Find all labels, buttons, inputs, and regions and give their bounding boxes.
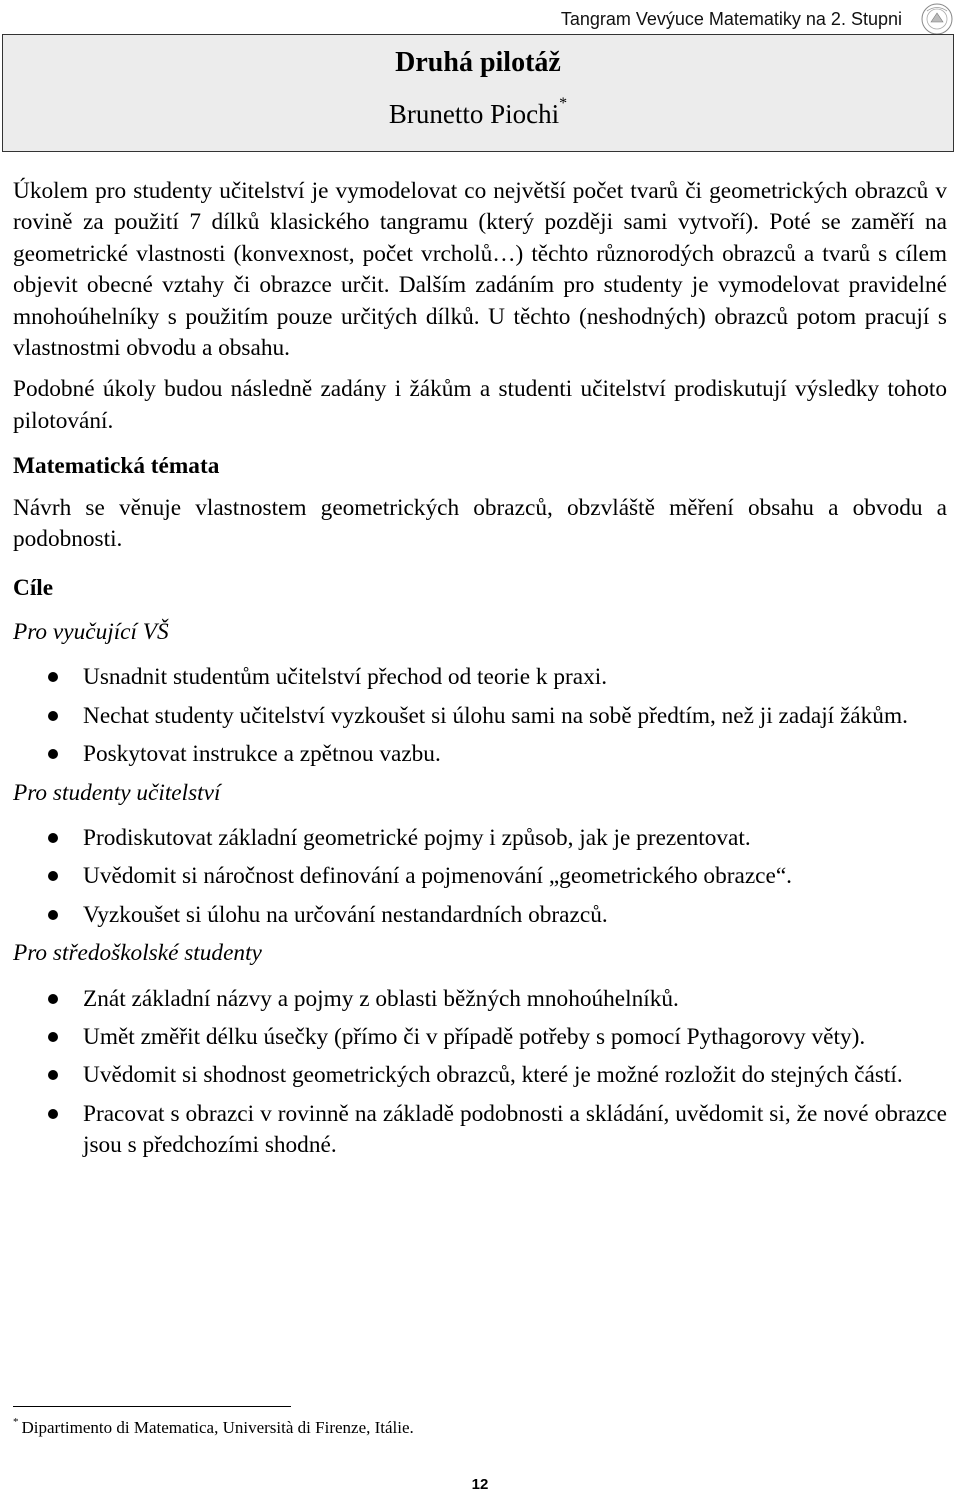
page-number: 12: [471, 1476, 489, 1493]
list-item-text: Vyzkoušet si úlohu na určování nestandardních obrazců.: [83, 901, 608, 928]
article-author: [3, 95, 953, 130]
bullet-icon: [48, 711, 58, 721]
bullet-icon: [48, 871, 58, 881]
bullet-icon: [48, 1070, 58, 1080]
running-header: Tangram Vevýuce Matematiky na 2. Stupni: [560, 9, 902, 29]
author-name: Brunetto Piochi: [388, 99, 560, 129]
list-item-text: Znát základní názvy a pojmy z oblasti běžných mnohoúhelníků.: [83, 985, 679, 1012]
list-item-text: Umět změřit délku úsečky (přímo či v případě potřeby s pomocí Pythagorovy věty).: [83, 1023, 866, 1050]
bullet-icon: [48, 833, 58, 843]
bullet-icon: [48, 672, 58, 682]
list-item: [13, 701, 947, 732]
goals-group-heading-lecturers: Pro vyučující VŠ: [13, 618, 169, 645]
list-item: [13, 739, 947, 770]
list-item: [13, 1099, 947, 1162]
footnote: [13, 1418, 414, 1438]
intro-paragraph: Úkolem pro studenty učitelství je vymodelovat co největší počet tvarů či geometrických obrazců v rovině za použití 7 dílků klasického tangramu (který později sami vytvoří). Poté se zaměří na geometrické vlastnosti (konvexnost, počet vrcholů…) těchto různorodých obrazců a tvarů s cílem objevit obecné vztahy či obrazce určit. Dalším zadáním pro studenty je vymodelovat pravidelné mnohoúhelníky s použitím pouze určitých dílků. U těchto (neshodných) obrazců potom pracují s vlastnostmi obvodu a obsahu.: [13, 178, 947, 362]
list-item-text: Uvědomit si shodnost geometrických obrazců, které je možné rozložit do stejných částí.: [83, 1062, 903, 1089]
list-item-text: Uvědomit si náročnost definování a pojmenování „geometrického obrazce“.: [83, 863, 793, 890]
list-item-text: Pracovat s obrazci v rovinně na základě podobnosti a skládání, uvědomit si, že nové obrazce jsou s předchozími shodné.: [83, 1100, 947, 1159]
list-item-text: Poskytovat instrukce a zpětnou vazbu.: [83, 741, 441, 768]
project-logo-icon: [920, 2, 954, 36]
author-footnote-mark: *: [559, 95, 568, 112]
list-item: [13, 662, 947, 693]
list-item: [13, 823, 947, 854]
list-item-text: Usnadnit studentům učitelství přechod od teorie k praxi.: [83, 664, 608, 691]
follow-up-paragraph: Podobné úkoly budou následně zadány i žákům a studenti učitelství prodiskutují výsledky tohoto pilotování.: [13, 376, 947, 434]
footnote-divider: [13, 1406, 291, 1407]
list-item-text: Prodiskutovat základní geometrické pojmy i způsob, jak je prezentovat.: [83, 824, 751, 851]
bullet-icon: [48, 1032, 58, 1042]
bullet-icon: [48, 749, 58, 759]
bullet-icon: [48, 1109, 58, 1119]
goals-group-heading-student-teachers: Pro studenty učitelství: [13, 779, 221, 806]
list-item: [13, 984, 947, 1015]
list-item: [13, 861, 947, 892]
list-item-text: Nechat studenty učitelství vyzkoušet si úlohu sami na sobě předtím, než ji zadají žákům.: [83, 702, 908, 729]
main-content: [13, 176, 947, 1169]
bullet-icon: [48, 910, 58, 920]
title-box: [2, 34, 954, 152]
goals-heading: Cíle: [13, 575, 54, 602]
topics-heading: Matematická témata: [13, 453, 220, 480]
goals-list-student-teachers: [13, 823, 947, 931]
goals-list-high-school: [13, 984, 947, 1162]
bullet-icon: [48, 994, 58, 1004]
footnote-mark: *: [13, 1416, 19, 1428]
list-item: [13, 900, 947, 931]
list-item: [13, 1060, 947, 1091]
list-item: [13, 1022, 947, 1053]
topics-paragraph: Návrh se věnuje vlastnostem geometrických obrazců, obzvláště měření obsahu a obvodu a podobnosti.: [13, 494, 947, 553]
goals-list-lecturers: [13, 662, 947, 770]
footnote-text: Dipartimento di Matematica, Università di Firenze, Itálie.: [21, 1418, 414, 1437]
goals-group-heading-high-school: Pro středoškolské studenty: [13, 940, 262, 967]
article-title: Druhá pilotáž: [395, 47, 561, 78]
